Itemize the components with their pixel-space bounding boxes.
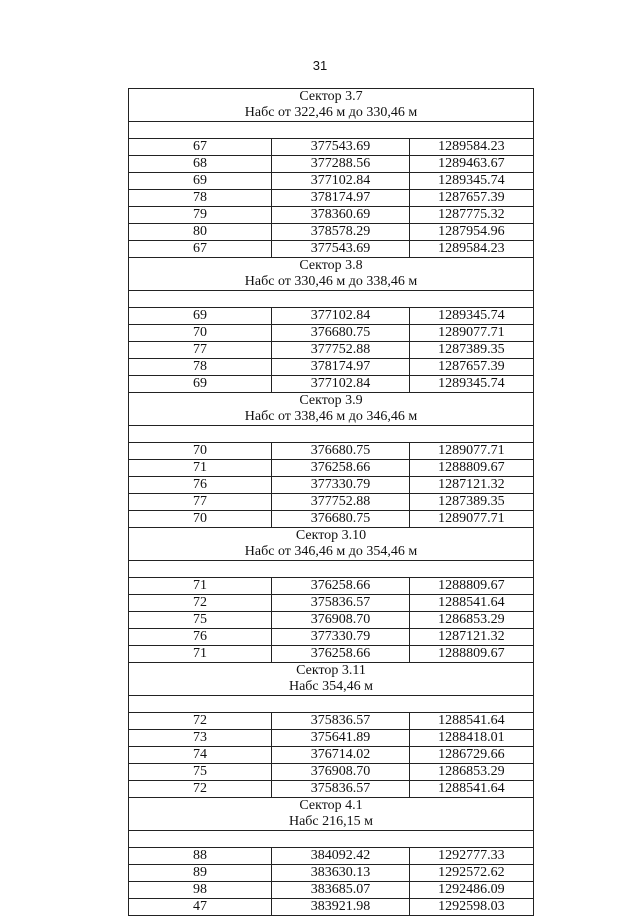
x-coordinate-cell: 383630.13 xyxy=(272,865,410,882)
table-row xyxy=(129,224,534,241)
x-coordinate-cell: 378578.29 xyxy=(272,224,410,241)
table-row xyxy=(129,646,534,663)
point-number-cell: 70 xyxy=(129,511,272,528)
sector-spacer-row xyxy=(129,831,534,848)
point-number-cell: 71 xyxy=(129,578,272,595)
x-coordinate-cell: 375836.57 xyxy=(272,781,410,798)
sector-header-row xyxy=(129,528,534,561)
table-row xyxy=(129,139,534,156)
y-coordinate-cell: 1289584.23 xyxy=(409,139,533,156)
x-coordinate-cell: 377330.79 xyxy=(272,629,410,646)
table-row xyxy=(129,325,534,342)
sector-height-range: Набс 216,15 м xyxy=(288,814,374,829)
table-row xyxy=(129,443,534,460)
sector-spacer-row xyxy=(129,426,534,443)
point-number-cell: 74 xyxy=(129,747,272,764)
sector-spacer xyxy=(129,831,534,848)
sector-spacer xyxy=(129,122,534,139)
table-row xyxy=(129,494,534,511)
coordinates-table xyxy=(128,88,534,916)
table-row xyxy=(129,781,534,798)
point-number-cell: 89 xyxy=(129,865,272,882)
y-coordinate-cell: 1289584.23 xyxy=(409,241,533,258)
y-coordinate-cell: 1292598.03 xyxy=(409,899,533,916)
point-number-cell: 78 xyxy=(129,359,272,376)
x-coordinate-cell: 377102.84 xyxy=(272,376,410,393)
point-number-cell: 72 xyxy=(129,595,272,612)
y-coordinate-cell: 1288541.64 xyxy=(409,713,533,730)
point-number-cell: 69 xyxy=(129,376,272,393)
y-coordinate-cell: 1289345.74 xyxy=(409,308,533,325)
table-row xyxy=(129,511,534,528)
y-coordinate-cell: 1288541.64 xyxy=(409,595,533,612)
point-number-cell: 75 xyxy=(129,612,272,629)
y-coordinate-cell: 1289077.71 xyxy=(409,443,533,460)
table-row xyxy=(129,156,534,173)
x-coordinate-cell: 376680.75 xyxy=(272,511,410,528)
sector-height-range: Набс от 322,46 м до 330,46 м xyxy=(244,105,418,120)
x-coordinate-cell: 376908.70 xyxy=(272,612,410,629)
table-row xyxy=(129,882,534,899)
point-number-cell: 80 xyxy=(129,224,272,241)
point-number-cell: 76 xyxy=(129,477,272,494)
table-row xyxy=(129,173,534,190)
table-row xyxy=(129,865,534,882)
sector-title: Сектор 3.8 xyxy=(299,258,363,273)
table-row xyxy=(129,595,534,612)
point-number-cell: 98 xyxy=(129,882,272,899)
sector-header xyxy=(129,393,534,426)
point-number-cell: 76 xyxy=(129,629,272,646)
y-coordinate-cell: 1287121.32 xyxy=(409,629,533,646)
y-coordinate-cell: 1288809.67 xyxy=(409,578,533,595)
x-coordinate-cell: 377102.84 xyxy=(272,173,410,190)
x-coordinate-cell: 375836.57 xyxy=(272,595,410,612)
table-row xyxy=(129,241,534,258)
point-number-cell: 70 xyxy=(129,325,272,342)
sector-title: Сектор 4.1 xyxy=(299,798,363,813)
sector-spacer xyxy=(129,696,534,713)
sector-header xyxy=(129,89,534,122)
x-coordinate-cell: 377752.88 xyxy=(272,494,410,511)
point-number-cell: 75 xyxy=(129,764,272,781)
x-coordinate-cell: 375836.57 xyxy=(272,713,410,730)
sector-spacer xyxy=(129,291,534,308)
x-coordinate-cell: 376258.66 xyxy=(272,578,410,595)
y-coordinate-cell: 1292486.09 xyxy=(409,882,533,899)
x-coordinate-cell: 377752.88 xyxy=(272,342,410,359)
y-coordinate-cell: 1289077.71 xyxy=(409,511,533,528)
point-number-cell: 77 xyxy=(129,342,272,359)
table-row xyxy=(129,578,534,595)
sector-header xyxy=(129,798,534,831)
sector-height-range: Набс от 338,46 м до 346,46 м xyxy=(244,409,418,424)
table-row xyxy=(129,308,534,325)
x-coordinate-cell: 376680.75 xyxy=(272,443,410,460)
sector-header-row xyxy=(129,798,534,831)
sector-header-row xyxy=(129,393,534,426)
x-coordinate-cell: 384092.42 xyxy=(272,848,410,865)
x-coordinate-cell: 377102.84 xyxy=(272,308,410,325)
table-row xyxy=(129,376,534,393)
point-number-cell: 88 xyxy=(129,848,272,865)
table-row xyxy=(129,477,534,494)
page-number: 31 xyxy=(312,58,328,73)
sector-height-range: Набс 354,46 м xyxy=(288,679,374,694)
table-row xyxy=(129,713,534,730)
y-coordinate-cell: 1287389.35 xyxy=(409,342,533,359)
table-row xyxy=(129,730,534,747)
sector-header-row xyxy=(129,663,534,696)
x-coordinate-cell: 378174.97 xyxy=(272,190,410,207)
table-row xyxy=(129,764,534,781)
x-coordinate-cell: 377543.69 xyxy=(272,139,410,156)
table-row xyxy=(129,629,534,646)
sector-header xyxy=(129,258,534,291)
y-coordinate-cell: 1287389.35 xyxy=(409,494,533,511)
sector-title: Сектор 3.10 xyxy=(295,528,367,543)
table-row xyxy=(129,207,534,224)
point-number-cell: 71 xyxy=(129,646,272,663)
table-row xyxy=(129,342,534,359)
table-row xyxy=(129,460,534,477)
x-coordinate-cell: 375641.89 xyxy=(272,730,410,747)
point-number-cell: 70 xyxy=(129,443,272,460)
sector-height-range: Набс от 346,46 м до 354,46 м xyxy=(244,544,418,559)
x-coordinate-cell: 376680.75 xyxy=(272,325,410,342)
point-number-cell: 67 xyxy=(129,139,272,156)
y-coordinate-cell: 1292777.33 xyxy=(409,848,533,865)
y-coordinate-cell: 1288809.67 xyxy=(409,460,533,477)
y-coordinate-cell: 1287775.32 xyxy=(409,207,533,224)
sector-title: Сектор 3.7 xyxy=(299,89,363,104)
x-coordinate-cell: 376908.70 xyxy=(272,764,410,781)
x-coordinate-cell: 378174.97 xyxy=(272,359,410,376)
x-coordinate-cell: 376714.02 xyxy=(272,747,410,764)
y-coordinate-cell: 1287657.39 xyxy=(409,190,533,207)
x-coordinate-cell: 378360.69 xyxy=(272,207,410,224)
y-coordinate-cell: 1286729.66 xyxy=(409,747,533,764)
table-row xyxy=(129,359,534,376)
sector-spacer-row xyxy=(129,696,534,713)
y-coordinate-cell: 1286853.29 xyxy=(409,764,533,781)
y-coordinate-cell: 1287657.39 xyxy=(409,359,533,376)
point-number-cell: 71 xyxy=(129,460,272,477)
table-row xyxy=(129,612,534,629)
y-coordinate-cell: 1289345.74 xyxy=(409,173,533,190)
sector-height-range: Набс от 330,46 м до 338,46 м xyxy=(244,274,418,289)
x-coordinate-cell: 383921.98 xyxy=(272,899,410,916)
point-number-cell: 67 xyxy=(129,241,272,258)
x-coordinate-cell: 377543.69 xyxy=(272,241,410,258)
y-coordinate-cell: 1289345.74 xyxy=(409,376,533,393)
sector-title: Сектор 3.9 xyxy=(299,393,363,408)
sector-header-row xyxy=(129,89,534,122)
y-coordinate-cell: 1288418.01 xyxy=(409,730,533,747)
sector-spacer-row xyxy=(129,291,534,308)
table-row xyxy=(129,747,534,764)
point-number-cell: 69 xyxy=(129,173,272,190)
y-coordinate-cell: 1288809.67 xyxy=(409,646,533,663)
x-coordinate-cell: 377330.79 xyxy=(272,477,410,494)
y-coordinate-cell: 1289463.67 xyxy=(409,156,533,173)
sector-header xyxy=(129,528,534,561)
sector-spacer xyxy=(129,561,534,578)
point-number-cell: 69 xyxy=(129,308,272,325)
point-number-cell: 72 xyxy=(129,713,272,730)
sector-spacer-row xyxy=(129,561,534,578)
x-coordinate-cell: 376258.66 xyxy=(272,646,410,663)
point-number-cell: 78 xyxy=(129,190,272,207)
y-coordinate-cell: 1289077.71 xyxy=(409,325,533,342)
y-coordinate-cell: 1286853.29 xyxy=(409,612,533,629)
x-coordinate-cell: 383685.07 xyxy=(272,882,410,899)
sector-spacer-row xyxy=(129,122,534,139)
point-number-cell: 72 xyxy=(129,781,272,798)
sector-title: Сектор 3.11 xyxy=(296,663,366,678)
point-number-cell: 68 xyxy=(129,156,272,173)
point-number-cell: 79 xyxy=(129,207,272,224)
y-coordinate-cell: 1288541.64 xyxy=(409,781,533,798)
point-number-cell: 73 xyxy=(129,730,272,747)
table-row xyxy=(129,190,534,207)
y-coordinate-cell: 1292572.62 xyxy=(409,865,533,882)
y-coordinate-cell: 1287954.96 xyxy=(409,224,533,241)
sector-header-row xyxy=(129,258,534,291)
sector-header xyxy=(129,663,534,696)
x-coordinate-cell: 377288.56 xyxy=(272,156,410,173)
x-coordinate-cell: 376258.66 xyxy=(272,460,410,477)
sector-spacer xyxy=(129,426,534,443)
point-number-cell: 77 xyxy=(129,494,272,511)
table-row xyxy=(129,848,534,865)
table-row xyxy=(129,899,534,916)
y-coordinate-cell: 1287121.32 xyxy=(409,477,533,494)
point-number-cell: 47 xyxy=(129,899,272,916)
